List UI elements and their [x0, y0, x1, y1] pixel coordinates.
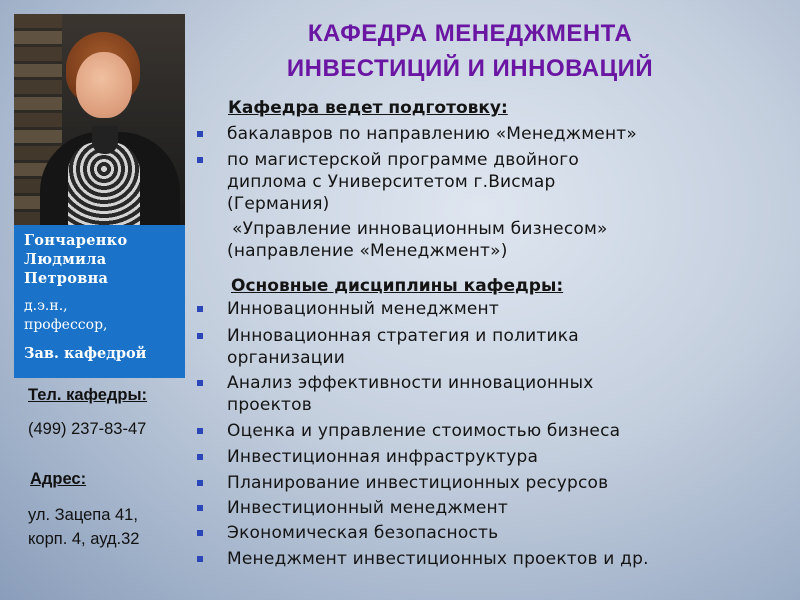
person-first-name: Людмила	[24, 251, 107, 268]
discipline-item: Планирование инвестиционных ресурсов	[227, 473, 609, 493]
training-item-master-2: диплома с Университетом г.Висмар	[227, 172, 556, 192]
training-item-program-1: «Управление инновационным бизнесом»	[232, 219, 608, 239]
person-patronymic: Петровна	[24, 270, 109, 287]
phone-number: (499) 237-83-47	[28, 420, 147, 438]
bullet-icon	[197, 131, 203, 137]
discipline-item: Инвестиционный менеджмент	[227, 498, 508, 518]
portrait-blouse	[92, 126, 118, 154]
bullet-icon	[197, 530, 203, 536]
discipline-item-continued: организации	[227, 348, 346, 368]
discipline-item: Инновационная стратегия и политика	[227, 326, 579, 346]
bullet-icon	[197, 428, 203, 434]
bullet-icon	[197, 454, 203, 460]
bullet-icon	[197, 306, 203, 312]
title-line-1: КАФЕДРА МЕНЕДЖМЕНТА	[307, 20, 633, 47]
phone-label: Тел. кафедры:	[28, 386, 148, 404]
title-line-2: ИНВЕСТИЦИЙ И ИННОВАЦИЙ	[286, 55, 654, 82]
discipline-item-continued: проектов	[227, 395, 312, 415]
discipline-item: Анализ эффективности инновационных	[227, 373, 594, 393]
address-label: Адрес:	[30, 470, 87, 488]
training-item-program-2: (направление «Менеджмент»)	[227, 241, 508, 261]
training-heading: Кафедра ведет подготовку:	[228, 98, 508, 118]
bullet-icon	[197, 157, 203, 163]
bullet-icon	[197, 480, 203, 486]
address-line-2: корп. 4, ауд.32	[28, 530, 140, 548]
discipline-item: Оценка и управление стоимостью бизнеса	[227, 421, 621, 441]
discipline-item: Менеджмент инвестиционных проектов и др.	[227, 549, 649, 569]
portrait-lace-pattern	[68, 142, 140, 225]
training-item-master-1: по магистерской программе двойного	[227, 150, 579, 170]
person-info-box	[14, 225, 185, 378]
training-item-bachelor: бакалавров по направлению «Менеджмент»	[227, 124, 637, 144]
disciplines-heading: Основные дисциплины кафедры:	[231, 276, 564, 296]
portrait-face	[76, 52, 132, 118]
person-position: Зав. кафедрой	[24, 345, 147, 362]
person-title: профессор,	[24, 317, 108, 333]
discipline-item: Инновационный менеджмент	[227, 299, 499, 319]
person-degree: д.э.н.,	[24, 298, 68, 314]
bullet-icon	[197, 380, 203, 386]
bullet-icon	[197, 333, 203, 339]
person-surname: Гончаренко	[24, 232, 128, 249]
address-line-1: ул. Зацепа 41,	[28, 506, 138, 524]
bullet-icon	[197, 505, 203, 511]
discipline-item: Инвестиционная инфраструктура	[227, 447, 539, 467]
training-item-master-3: (Германия)	[227, 194, 330, 214]
discipline-item: Экономическая безопасность	[227, 523, 499, 543]
portrait-photo	[14, 14, 185, 225]
bullet-icon	[197, 556, 203, 562]
page-title	[200, 16, 740, 86]
